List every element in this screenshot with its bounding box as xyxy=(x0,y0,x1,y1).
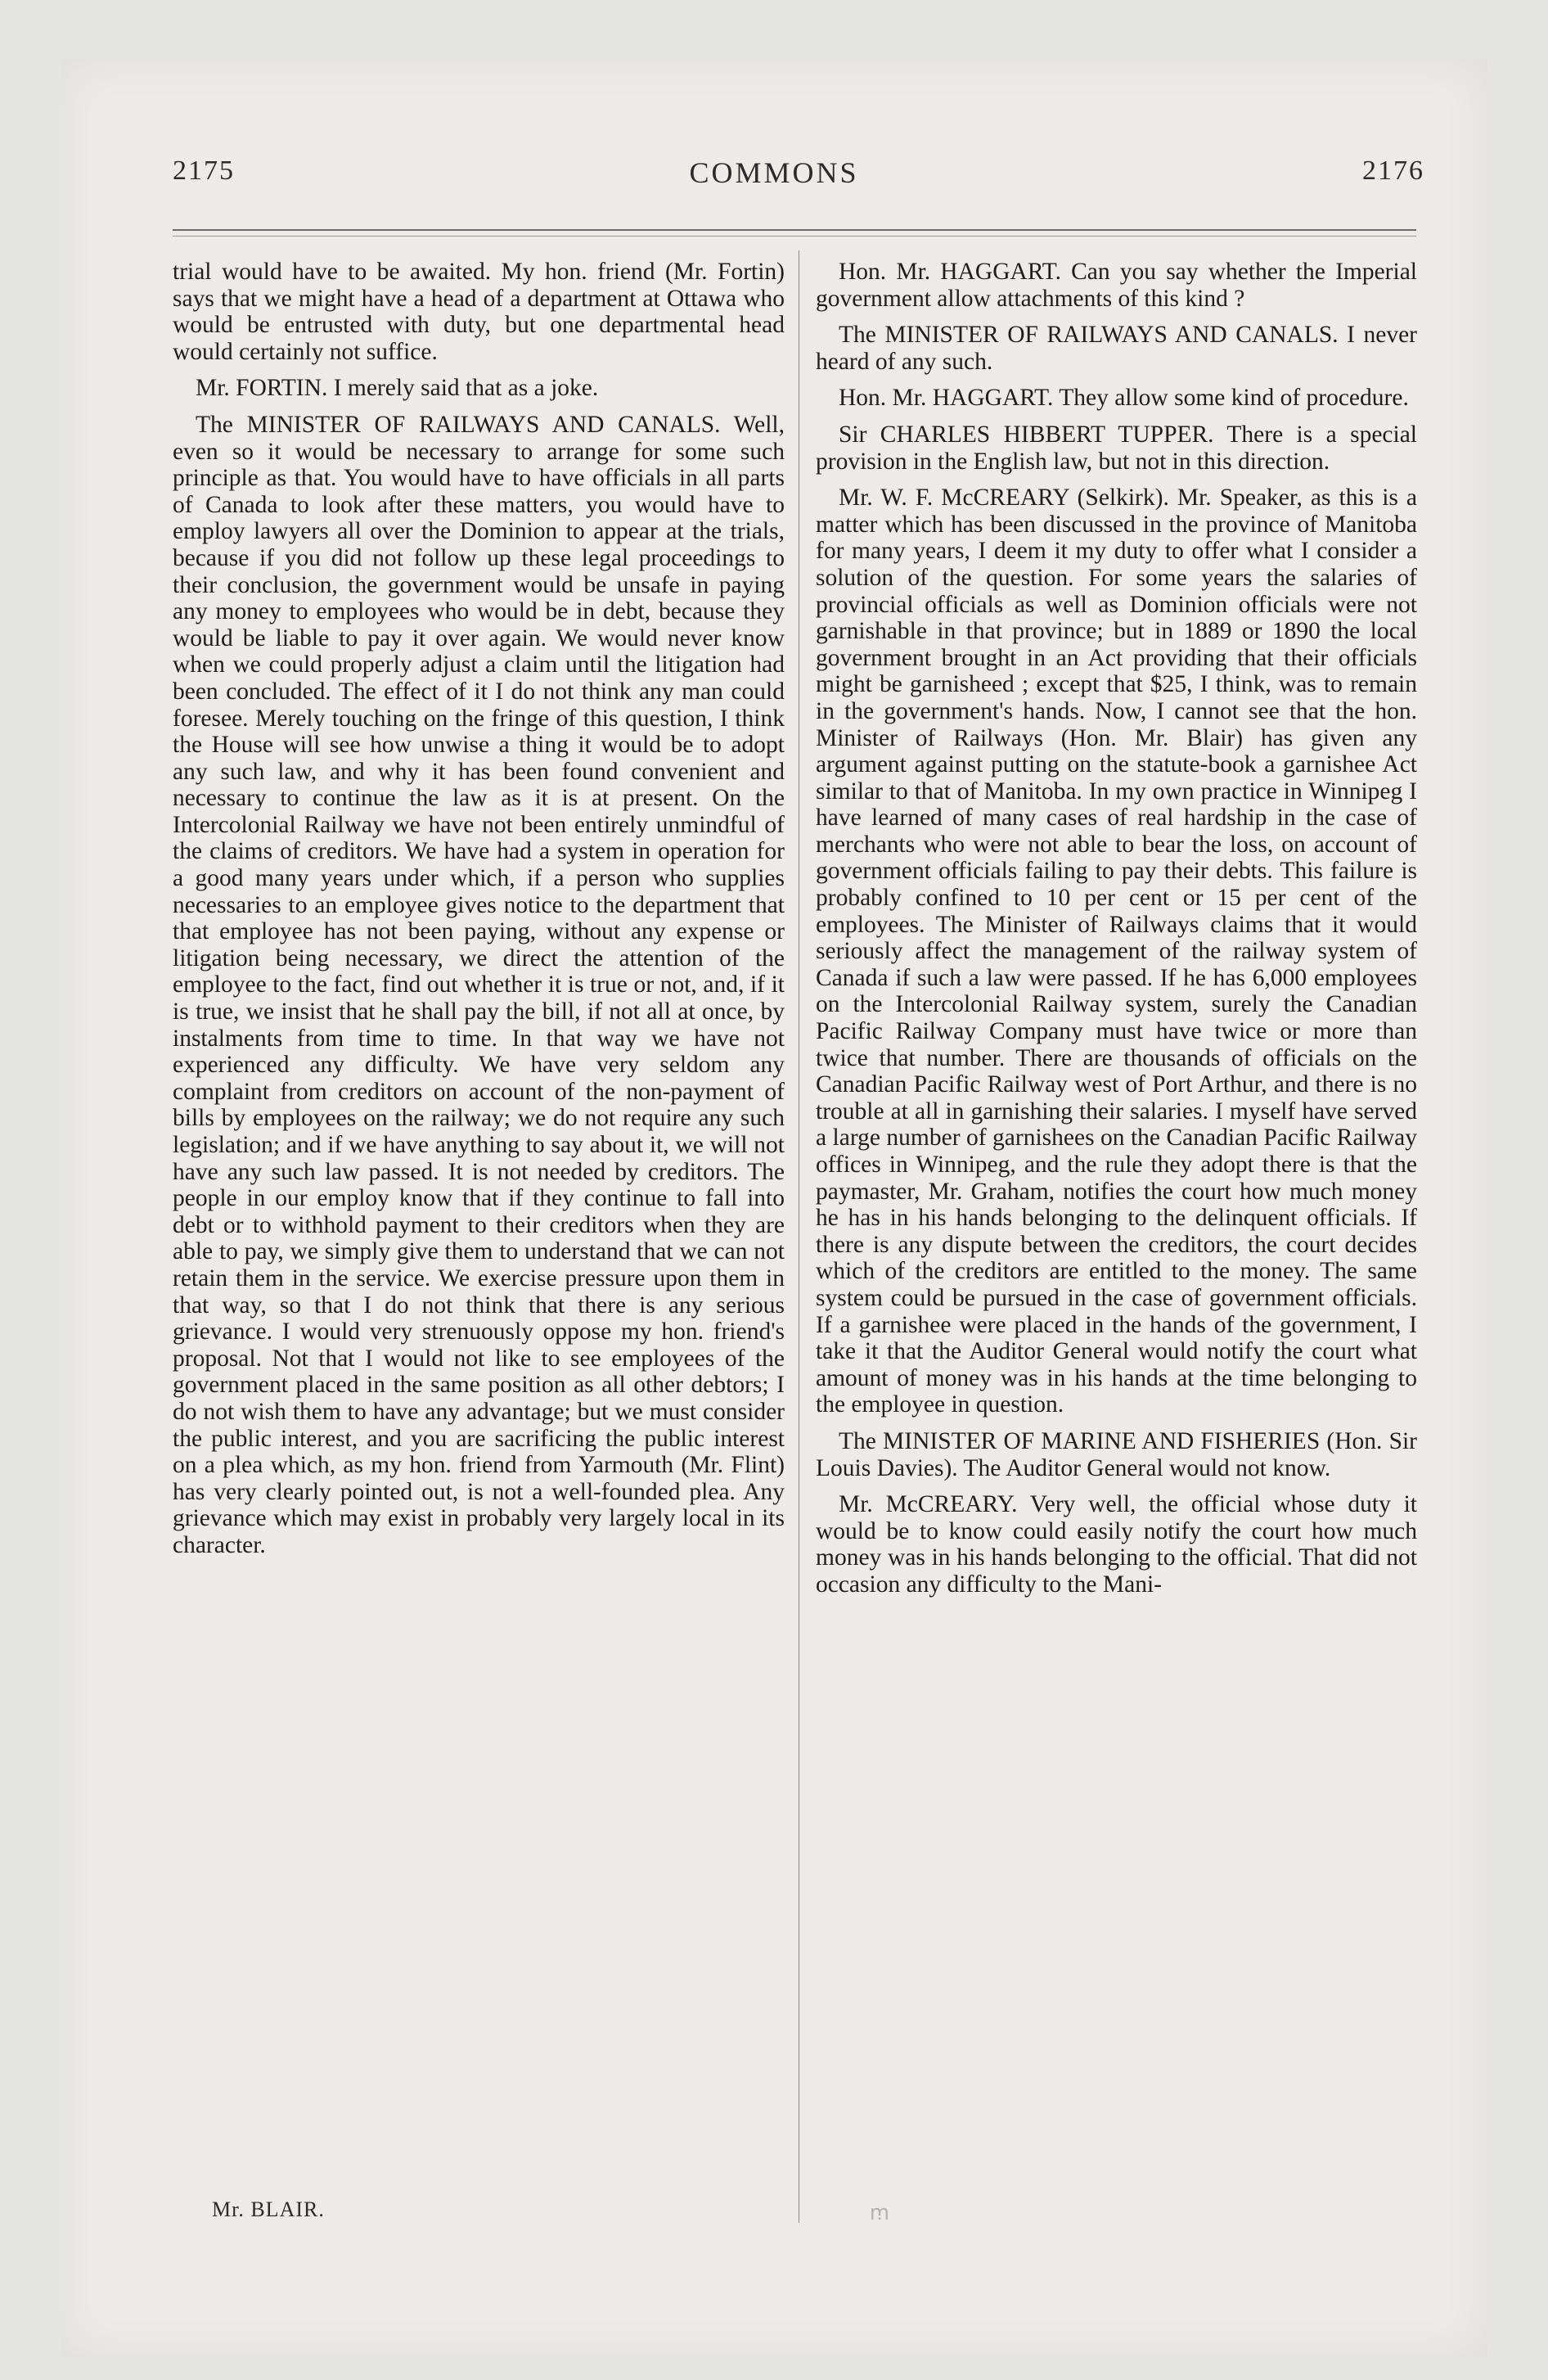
right-paragraph: Hon. Mr. HAGGART. Can you say whether the Imperial government allow attachments of this kind ? xyxy=(816,259,1417,312)
left-paragraph: The MINISTER OF RAILWAYS AND CANALS. Well, even so it would be necessary to arrange for some such principle as that. You would have to have officials in all parts of Canada to look after these matters, you would have to employ lawyers all over the Dominion to appear at the trials, because if you did not follow up these legal proceedings to their conclusion, the government would be unsafe in paying any money to employees who would be in debt, because they would be liable to pay it over again. We would never know when we could properly adjust a claim until the litigation had been concluded. The effect of it I do not think any man could foresee. Merely touching on the fringe of this question, I think the House will see how unwise a thing it would be to adopt any such law, and why it has been found convenient and necessary to continue the law as it is at present. On the Intercolonial Railway we have not been entirely unmindful of the claims of creditors. We have had a system in operation for a good many years under which, if a person who supplies necessaries to an employee gives notice to the department that that employee has not been paying, without any expense or litigation being necessary, we direct the attention of the employee to the fact, find out whether it is true or not, and, if it is true, we insist that he shall pay the bill, if not all at once, by instalments from time to time. In that way we have not experienced any difficulty. We have very seldom any complaint from creditors on account of the non-payment of bills by employees on the railway; we do not require any such legislation; and if we have anything to say about it, we will not have any such law passed. It is not needed by creditors. The people in our employ know that if they continue to fall into debt or to withhold payment to their creditors when they are able to pay, we simply give them to understand that we can not retain them in the service. We exercise pressure upon them in that way, so that I do not think that there is any serious grievance. I would very strenuously oppose my hon. friend's proposal. Not that I would not like to see employees of the government placed in the same position as all other debtors; I do not wish them to have any advantage; but we must consider the public interest, and you are sacrificing the public interest on a plea which, as my hon. friend from Yarmouth (Mr. Flint) has very clearly pointed out, is not a well-founded plea. Any grievance which may exist in probably very largely local in its character. xyxy=(173,411,785,1558)
right-paragraph: Hon. Mr. HAGGART. They allow some kind of procedure. xyxy=(839,385,1409,412)
header-rule-thick xyxy=(173,229,1416,231)
footer-signature: Mr. BLAIR. xyxy=(212,2197,325,2221)
right-paragraph: Mr. McCREARY. Very well, the official whose duty it would be to know could easily notify the court how much money was in his hands belonging to the official. That did not occasion any difficulty to the Mani- xyxy=(816,1491,1417,1598)
left-paragraph: trial would have to be awaited. My hon. friend (Mr. Fortin) says that we might have a head of a department at Ottawa who would be entrusted with duty, but one departmental head would certainly not suffice. xyxy=(173,259,785,365)
page-number-right: 2176 xyxy=(1362,156,1424,186)
page-number-left: 2175 xyxy=(173,156,235,186)
left-paragraph: Mr. FORTIN. I merely said that as a joke. xyxy=(196,375,599,402)
document-page xyxy=(61,59,1487,2357)
page-header xyxy=(61,59,1487,288)
ink-mark: ꭑ xyxy=(870,2201,889,2225)
right-paragraph: The MINISTER OF MARINE AND FISHERIES (Hon. Sir Louis Davies). The Auditor General would not know. xyxy=(816,1427,1417,1481)
right-paragraph: The MINISTER OF RAILWAYS AND CANALS. I never heard of any such. xyxy=(816,322,1417,375)
right-paragraph: Sir CHARLES HIBBERT TUPPER. There is a special provision in the English law, but not in this direction. xyxy=(816,421,1417,475)
header-rule-thin xyxy=(173,236,1416,237)
right-column xyxy=(816,259,1417,1598)
left-column xyxy=(173,259,785,1559)
right-paragraph: Mr. W. F. McCREARY (Selkirk). Mr. Speaker, as this is a matter which has been discussed in the province of Manitoba for many years, I deem it my duty to offer what I consider a solution of the question. For some years the salaries of provincial officials as well as Dominion officials were not garnishable in that province; but in 1889 or 1890 the local government brought in an Act providing that their officials might be garnisheed ; except that $25, I think, was to remain in the government's hands. Now, I cannot see that the hon. Minister of Railways (Hon. Mr. Blair) has given any argument against putting on the statute-book a garnishee Act similar to that of Manitoba. In my own practice in Winnipeg I have learned of many cases of real hardship in the case of merchants who were not able to bear the loss, on account of government officials failing to pay their debts. This failure is probably confined to 10 per cent or 15 per cent of the employees. The Minister of Railways claims that it would seriously affect the management of the railway system of Canada if such a law were passed. If he has 6,000 employees on the Intercolonial Railway system, surely the Canadian Pacific Railway Company must have twice or more than twice that number. There are thousands of officials on the Canadian Pacific Railway west of Port Arthur, and there is no trouble at all in garnishing their salaries. I myself have served a large number of garnishees on the Canadian Pacific Railway offices in Winnipeg, and the rule they adopt there is that the paymaster, Mr. Graham, notifies the court how much money he has in his hands belonging to the delinquent officials. If there is any dispute between the creditors, the court decides which of the creditors are entitled to the money. The same system could be pursued in the case of government officials. If a garnishee were placed in the hands of the government, I take it that the Auditor General would notify the court what amount of money was in his hands at the time belonging to the employee in question. xyxy=(816,485,1417,1418)
running-title: COMMONS xyxy=(689,156,859,189)
